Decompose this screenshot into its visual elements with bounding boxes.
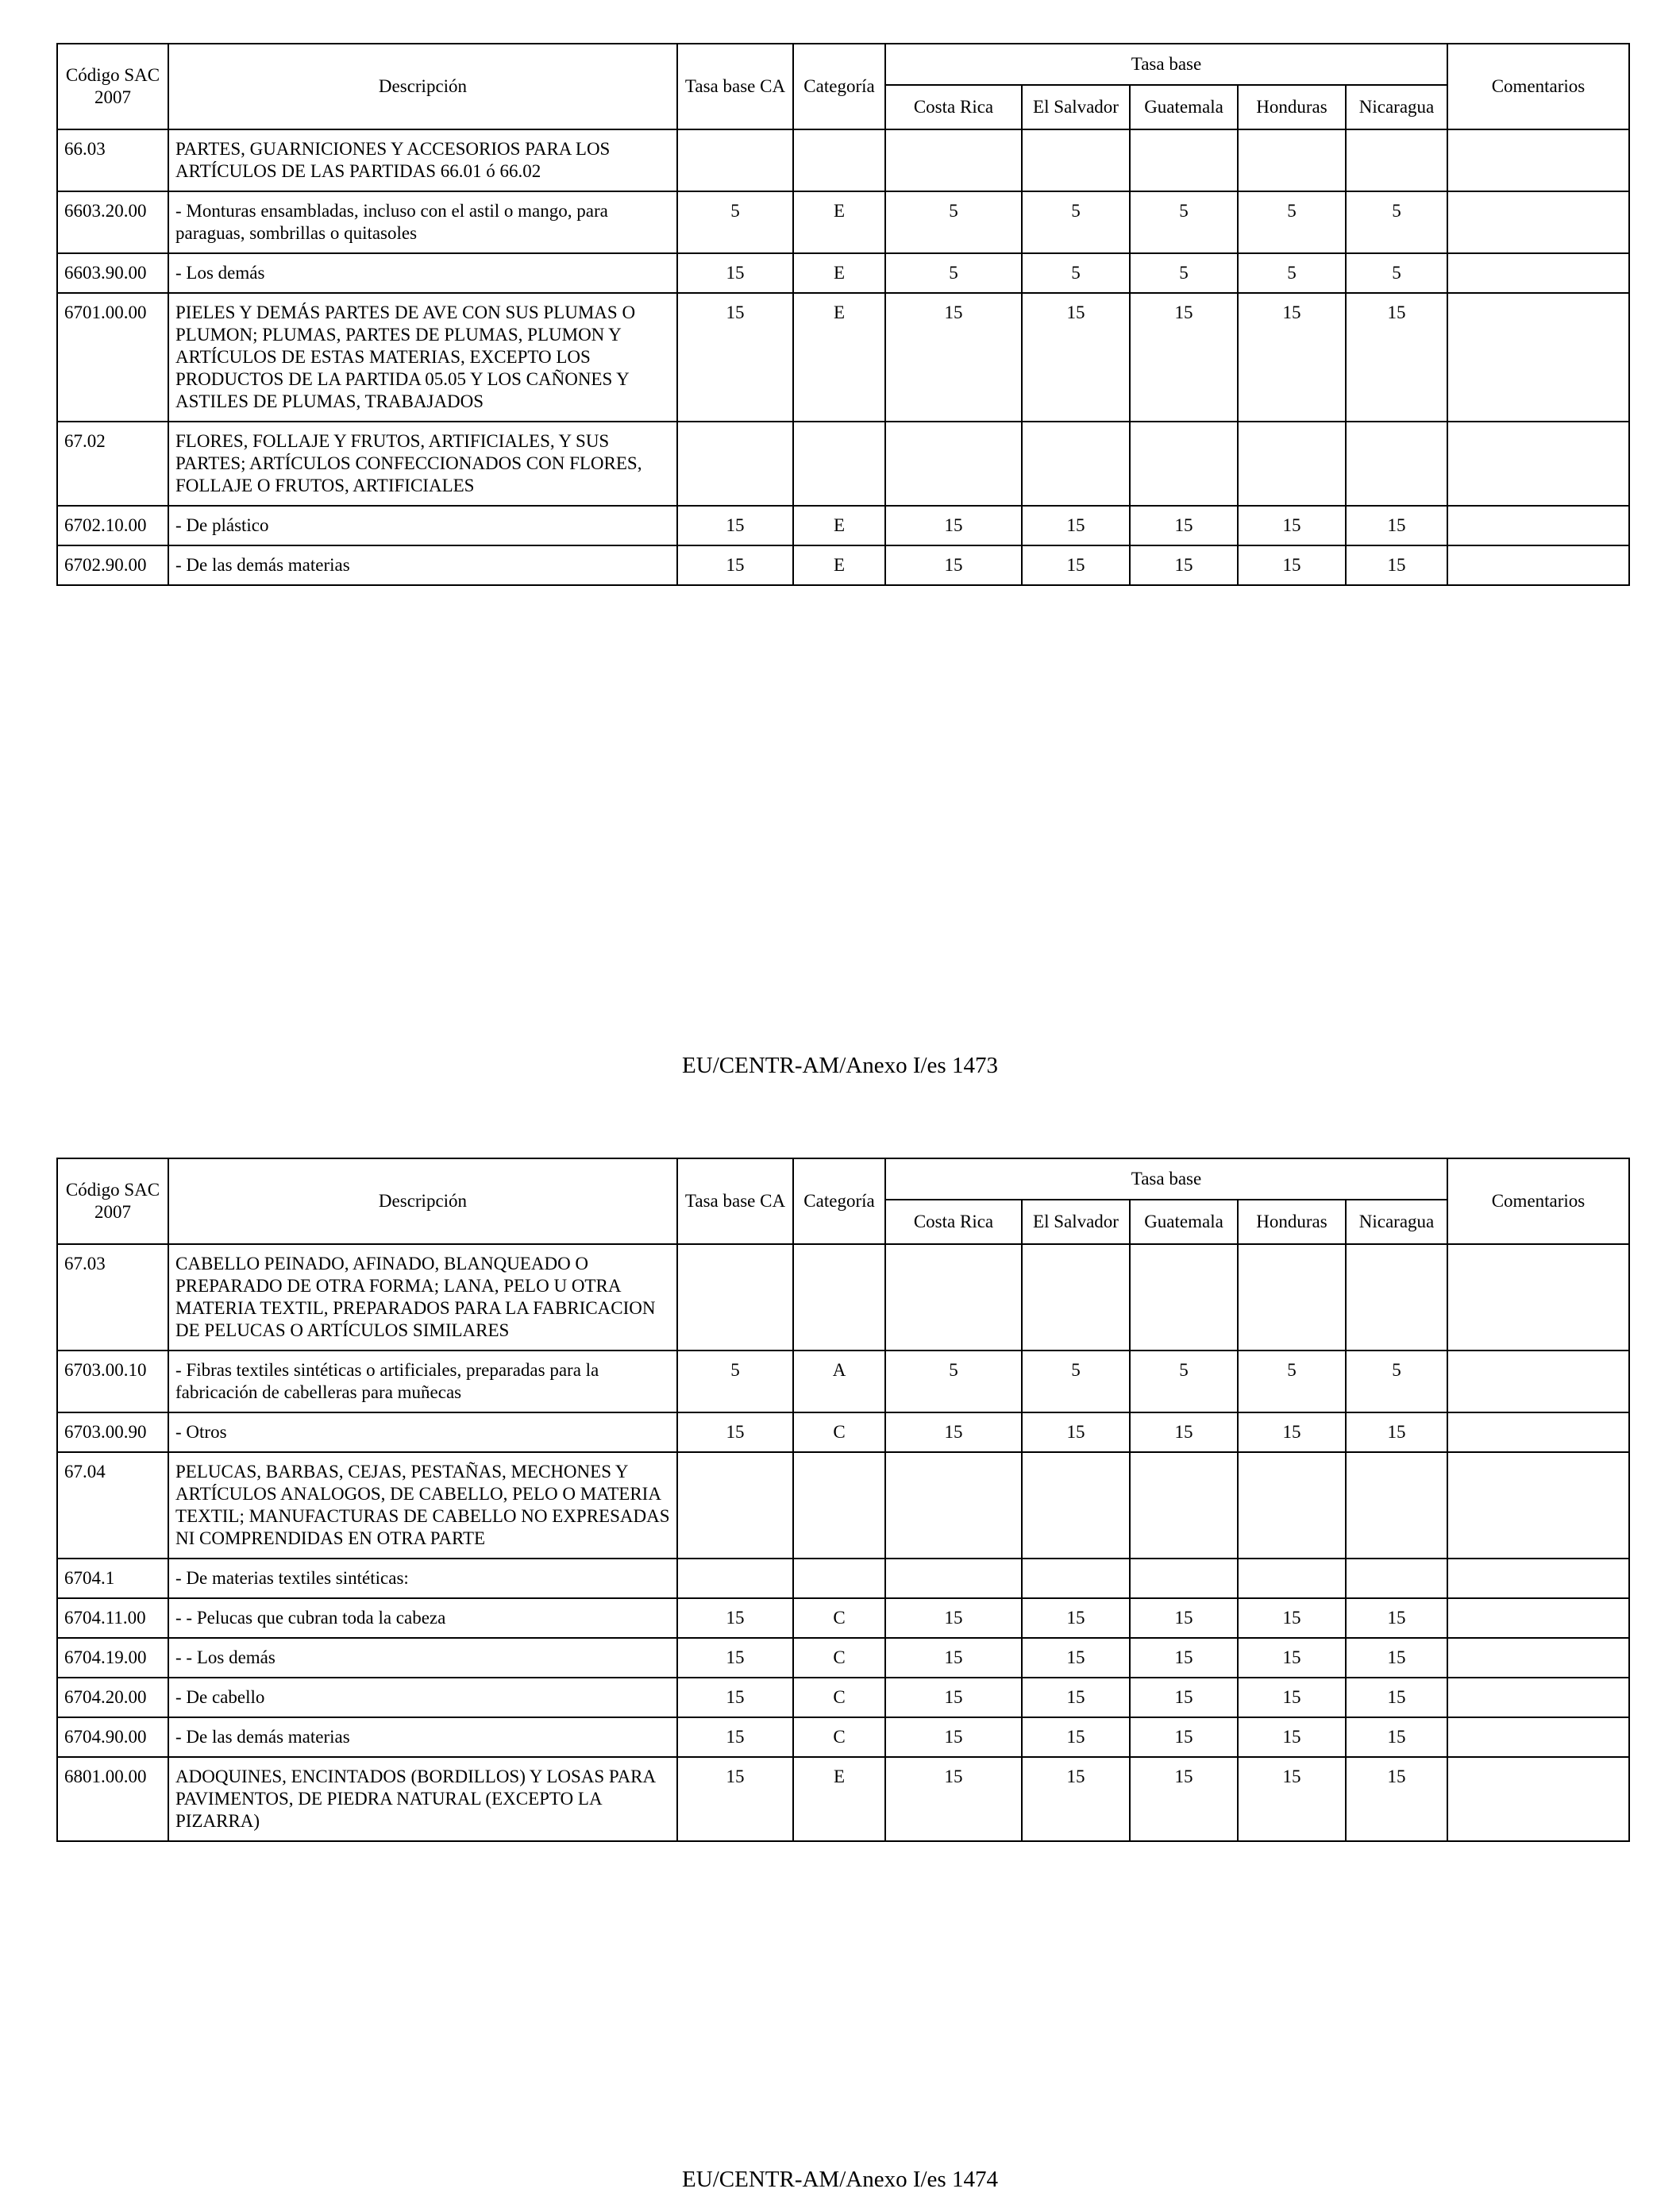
cell-honduras: 5 bbox=[1238, 191, 1346, 253]
header-el-salvador: El Salvador bbox=[1022, 85, 1130, 129]
table-row bbox=[57, 1678, 1629, 1717]
cell-comentarios bbox=[1447, 506, 1629, 545]
cell-tasa-base-ca: 15 bbox=[677, 545, 793, 585]
cell-descripcion: - De las demás materias bbox=[168, 545, 677, 585]
cell-comentarios bbox=[1447, 191, 1629, 253]
cell-guatemala bbox=[1130, 129, 1238, 191]
cell-comentarios bbox=[1447, 1559, 1629, 1598]
cell-guatemala bbox=[1130, 1244, 1238, 1351]
header-guatemala: Guatemala bbox=[1130, 1200, 1238, 1244]
cell-comentarios bbox=[1447, 1412, 1629, 1452]
cell-guatemala: 15 bbox=[1130, 545, 1238, 585]
cell-costa-rica bbox=[885, 129, 1022, 191]
cell-honduras: 15 bbox=[1238, 1678, 1346, 1717]
header-el-salvador: El Salvador bbox=[1022, 1200, 1130, 1244]
cell-guatemala: 15 bbox=[1130, 1757, 1238, 1841]
cell-comentarios bbox=[1447, 545, 1629, 585]
cell-tasa-base-ca: 15 bbox=[677, 1412, 793, 1452]
cell-guatemala: 15 bbox=[1130, 1412, 1238, 1452]
cell-comentarios bbox=[1447, 1638, 1629, 1678]
cell-categoria bbox=[793, 1452, 885, 1559]
cell-el-salvador bbox=[1022, 1452, 1130, 1559]
cell-honduras bbox=[1238, 129, 1346, 191]
table-row bbox=[57, 1412, 1629, 1452]
cell-categoria: A bbox=[793, 1351, 885, 1412]
page-footer: EU/CENTR-AM/Anexo I/es 1474 bbox=[682, 2167, 998, 2192]
cell-codigo: 6603.90.00 bbox=[57, 253, 168, 293]
cell-comentarios bbox=[1447, 1244, 1629, 1351]
cell-nicaragua: 15 bbox=[1346, 293, 1447, 422]
cell-codigo: 6603.20.00 bbox=[57, 191, 168, 253]
tariff-table bbox=[56, 43, 1630, 586]
cell-costa-rica bbox=[885, 1244, 1022, 1351]
cell-codigo: 6704.11.00 bbox=[57, 1598, 168, 1638]
cell-honduras: 15 bbox=[1238, 293, 1346, 422]
cell-guatemala bbox=[1130, 422, 1238, 506]
cell-codigo: 6704.20.00 bbox=[57, 1678, 168, 1717]
cell-el-salvador: 15 bbox=[1022, 1717, 1130, 1757]
cell-guatemala: 15 bbox=[1130, 1717, 1238, 1757]
cell-guatemala: 5 bbox=[1130, 253, 1238, 293]
cell-tasa-base-ca: 15 bbox=[677, 293, 793, 422]
cell-comentarios bbox=[1447, 1598, 1629, 1638]
cell-costa-rica: 5 bbox=[885, 191, 1022, 253]
header-descripcion: Descripción bbox=[168, 44, 677, 129]
cell-nicaragua: 15 bbox=[1346, 545, 1447, 585]
cell-comentarios bbox=[1447, 422, 1629, 506]
cell-nicaragua: 15 bbox=[1346, 1678, 1447, 1717]
header-costa-rica: Costa Rica bbox=[885, 1200, 1022, 1244]
cell-costa-rica bbox=[885, 422, 1022, 506]
table-row bbox=[57, 1598, 1629, 1638]
table-row bbox=[57, 1244, 1629, 1351]
tariff-table bbox=[56, 1158, 1630, 1842]
cell-el-salvador: 15 bbox=[1022, 1678, 1130, 1717]
cell-categoria bbox=[793, 129, 885, 191]
cell-nicaragua: 5 bbox=[1346, 1351, 1447, 1412]
cell-codigo: 6702.90.00 bbox=[57, 545, 168, 585]
cell-descripcion: - De plástico bbox=[168, 506, 677, 545]
cell-el-salvador: 15 bbox=[1022, 1598, 1130, 1638]
cell-descripcion: - - Los demás bbox=[168, 1638, 677, 1678]
cell-categoria bbox=[793, 422, 885, 506]
table-row bbox=[57, 1638, 1629, 1678]
cell-el-salvador: 15 bbox=[1022, 506, 1130, 545]
cell-nicaragua: 15 bbox=[1346, 506, 1447, 545]
cell-categoria bbox=[793, 1559, 885, 1598]
cell-categoria: C bbox=[793, 1717, 885, 1757]
cell-nicaragua bbox=[1346, 422, 1447, 506]
cell-honduras: 15 bbox=[1238, 1638, 1346, 1678]
cell-comentarios bbox=[1447, 1717, 1629, 1757]
cell-codigo: 6801.00.00 bbox=[57, 1757, 168, 1841]
cell-categoria: E bbox=[793, 293, 885, 422]
header-honduras: Honduras bbox=[1238, 85, 1346, 129]
table-row bbox=[57, 293, 1629, 422]
cell-costa-rica: 15 bbox=[885, 1678, 1022, 1717]
header-tasa-base: Tasa base bbox=[885, 44, 1447, 85]
cell-codigo: 67.04 bbox=[57, 1452, 168, 1559]
cell-honduras bbox=[1238, 1244, 1346, 1351]
cell-costa-rica: 15 bbox=[885, 506, 1022, 545]
cell-guatemala: 5 bbox=[1130, 1351, 1238, 1412]
cell-el-salvador: 15 bbox=[1022, 293, 1130, 422]
cell-descripcion: - De cabello bbox=[168, 1678, 677, 1717]
table-row bbox=[57, 191, 1629, 253]
cell-guatemala: 15 bbox=[1130, 1678, 1238, 1717]
cell-tasa-base-ca bbox=[677, 1559, 793, 1598]
cell-tasa-base-ca: 15 bbox=[677, 1638, 793, 1678]
cell-guatemala: 15 bbox=[1130, 1598, 1238, 1638]
header-categoria: Categoría bbox=[793, 44, 885, 129]
cell-nicaragua: 5 bbox=[1346, 253, 1447, 293]
cell-descripcion: - Monturas ensambladas, incluso con el astil o mango, para paraguas, sombrillas o quitasoles bbox=[168, 191, 677, 253]
header-nicaragua: Nicaragua bbox=[1346, 85, 1447, 129]
cell-codigo: 6704.19.00 bbox=[57, 1638, 168, 1678]
cell-costa-rica bbox=[885, 1452, 1022, 1559]
header-costa-rica: Costa Rica bbox=[885, 85, 1022, 129]
cell-tasa-base-ca: 5 bbox=[677, 191, 793, 253]
cell-categoria: E bbox=[793, 545, 885, 585]
cell-tasa-base-ca bbox=[677, 1244, 793, 1351]
cell-comentarios bbox=[1447, 1757, 1629, 1841]
cell-comentarios bbox=[1447, 1678, 1629, 1717]
header-comentarios: Comentarios bbox=[1447, 44, 1629, 129]
cell-el-salvador: 15 bbox=[1022, 1412, 1130, 1452]
cell-categoria bbox=[793, 1244, 885, 1351]
cell-costa-rica: 15 bbox=[885, 1717, 1022, 1757]
cell-descripcion: PELUCAS, BARBAS, CEJAS, PESTAÑAS, MECHONES Y ARTÍCULOS ANALOGOS, DE CABELLO, PELO O MATERIA TEXTIL; MANUFACTURAS DE CABELLO NO EXPRESADAS NI COMPRENDIDAS EN OTRA PARTE bbox=[168, 1452, 677, 1559]
table-row bbox=[57, 545, 1629, 585]
header-tasa-base-ca: Tasa base CA bbox=[677, 1158, 793, 1244]
cell-costa-rica: 5 bbox=[885, 253, 1022, 293]
cell-descripcion: ADOQUINES, ENCINTADOS (BORDILLOS) Y LOSAS PARA PAVIMENTOS, DE PIEDRA NATURAL (EXCEPTO LA PIZARRA) bbox=[168, 1757, 677, 1841]
cell-codigo: 6704.90.00 bbox=[57, 1717, 168, 1757]
header-nicaragua: Nicaragua bbox=[1346, 1200, 1447, 1244]
cell-descripcion: - Los demás bbox=[168, 253, 677, 293]
cell-guatemala: 15 bbox=[1130, 293, 1238, 422]
cell-honduras: 15 bbox=[1238, 1757, 1346, 1841]
cell-honduras: 5 bbox=[1238, 253, 1346, 293]
cell-codigo: 6702.10.00 bbox=[57, 506, 168, 545]
cell-el-salvador bbox=[1022, 422, 1130, 506]
cell-comentarios bbox=[1447, 293, 1629, 422]
cell-comentarios bbox=[1447, 1351, 1629, 1412]
cell-el-salvador: 15 bbox=[1022, 545, 1130, 585]
cell-tasa-base-ca bbox=[677, 422, 793, 506]
cell-categoria: C bbox=[793, 1412, 885, 1452]
cell-el-salvador bbox=[1022, 1244, 1130, 1351]
cell-guatemala bbox=[1130, 1452, 1238, 1559]
cell-tasa-base-ca: 15 bbox=[677, 1717, 793, 1757]
table-row bbox=[57, 1757, 1629, 1841]
cell-descripcion: - - Pelucas que cubran toda la cabeza bbox=[168, 1598, 677, 1638]
cell-categoria: E bbox=[793, 506, 885, 545]
cell-tasa-base-ca bbox=[677, 1452, 793, 1559]
cell-tasa-base-ca: 15 bbox=[677, 253, 793, 293]
cell-costa-rica bbox=[885, 1559, 1022, 1598]
cell-honduras: 15 bbox=[1238, 1412, 1346, 1452]
cell-categoria: C bbox=[793, 1598, 885, 1638]
cell-nicaragua: 15 bbox=[1346, 1638, 1447, 1678]
cell-el-salvador: 15 bbox=[1022, 1638, 1130, 1678]
cell-el-salvador: 15 bbox=[1022, 1757, 1130, 1841]
cell-guatemala: 15 bbox=[1130, 506, 1238, 545]
cell-el-salvador: 5 bbox=[1022, 1351, 1130, 1412]
header-categoria: Categoría bbox=[793, 1158, 885, 1244]
cell-categoria: C bbox=[793, 1638, 885, 1678]
cell-costa-rica: 15 bbox=[885, 1598, 1022, 1638]
header-descripcion: Descripción bbox=[168, 1158, 677, 1244]
cell-honduras: 15 bbox=[1238, 1717, 1346, 1757]
table-row bbox=[57, 1452, 1629, 1559]
header-tasa-base: Tasa base bbox=[885, 1158, 1447, 1200]
cell-codigo: 66.03 bbox=[57, 129, 168, 191]
header-codigo: Código SAC 2007 bbox=[57, 44, 168, 129]
header-guatemala: Guatemala bbox=[1130, 85, 1238, 129]
cell-comentarios bbox=[1447, 253, 1629, 293]
cell-tasa-base-ca: 15 bbox=[677, 1678, 793, 1717]
cell-honduras: 15 bbox=[1238, 506, 1346, 545]
cell-codigo: 67.03 bbox=[57, 1244, 168, 1351]
cell-descripcion: - De materias textiles sintéticas: bbox=[168, 1559, 677, 1598]
header-honduras: Honduras bbox=[1238, 1200, 1346, 1244]
table-row bbox=[57, 422, 1629, 506]
cell-nicaragua: 15 bbox=[1346, 1717, 1447, 1757]
cell-el-salvador bbox=[1022, 1559, 1130, 1598]
cell-categoria: E bbox=[793, 191, 885, 253]
cell-honduras bbox=[1238, 422, 1346, 506]
header-codigo: Código SAC 2007 bbox=[57, 1158, 168, 1244]
cell-descripcion: - Otros bbox=[168, 1412, 677, 1452]
cell-honduras: 15 bbox=[1238, 545, 1346, 585]
cell-honduras bbox=[1238, 1452, 1346, 1559]
header-tasa-base-ca: Tasa base CA bbox=[677, 44, 793, 129]
cell-tasa-base-ca: 15 bbox=[677, 506, 793, 545]
cell-guatemala bbox=[1130, 1559, 1238, 1598]
cell-tasa-base-ca: 15 bbox=[677, 1757, 793, 1841]
cell-honduras bbox=[1238, 1559, 1346, 1598]
cell-el-salvador: 5 bbox=[1022, 253, 1130, 293]
header-comentarios: Comentarios bbox=[1447, 1158, 1629, 1244]
cell-codigo: 6701.00.00 bbox=[57, 293, 168, 422]
table-row bbox=[57, 506, 1629, 545]
cell-codigo: 6703.00.10 bbox=[57, 1351, 168, 1412]
cell-tasa-base-ca: 5 bbox=[677, 1351, 793, 1412]
cell-costa-rica: 5 bbox=[885, 1351, 1022, 1412]
table-row bbox=[57, 1351, 1629, 1412]
page-footer: EU/CENTR-AM/Anexo I/es 1473 bbox=[682, 1053, 998, 1078]
cell-guatemala: 5 bbox=[1130, 191, 1238, 253]
table-row bbox=[57, 129, 1629, 191]
cell-descripcion: PARTES, GUARNICIONES Y ACCESORIOS PARA LOS ARTÍCULOS DE LAS PARTIDAS 66.01 ó 66.02 bbox=[168, 129, 677, 191]
table-row bbox=[57, 253, 1629, 293]
cell-el-salvador: 5 bbox=[1022, 191, 1130, 253]
cell-descripcion: PIELES Y DEMÁS PARTES DE AVE CON SUS PLUMAS O PLUMON; PLUMAS, PARTES DE PLUMAS, PLUMON Y ARTÍCULOS DE ESTAS MATERIAS, EXCEPTO LOS PRODUCTOS DE LA PARTIDA 05.05 Y LOS CAÑONES Y ASTILES DE PLUMAS, TRABAJADOS bbox=[168, 293, 677, 422]
cell-nicaragua bbox=[1346, 1452, 1447, 1559]
cell-costa-rica: 15 bbox=[885, 1412, 1022, 1452]
cell-honduras: 15 bbox=[1238, 1598, 1346, 1638]
cell-nicaragua bbox=[1346, 1244, 1447, 1351]
cell-categoria: C bbox=[793, 1678, 885, 1717]
cell-descripcion: - Fibras textiles sintéticas o artificiales, preparadas para la fabricación de cabelleras para muñecas bbox=[168, 1351, 677, 1412]
cell-codigo: 6703.00.90 bbox=[57, 1412, 168, 1452]
cell-costa-rica: 15 bbox=[885, 293, 1022, 422]
cell-el-salvador bbox=[1022, 129, 1130, 191]
cell-codigo: 67.02 bbox=[57, 422, 168, 506]
cell-nicaragua: 5 bbox=[1346, 191, 1447, 253]
cell-nicaragua: 15 bbox=[1346, 1757, 1447, 1841]
cell-nicaragua: 15 bbox=[1346, 1598, 1447, 1638]
table-row bbox=[57, 1559, 1629, 1598]
cell-costa-rica: 15 bbox=[885, 1638, 1022, 1678]
cell-nicaragua bbox=[1346, 1559, 1447, 1598]
cell-nicaragua bbox=[1346, 129, 1447, 191]
cell-comentarios bbox=[1447, 1452, 1629, 1559]
cell-nicaragua: 15 bbox=[1346, 1412, 1447, 1452]
table-row bbox=[57, 1717, 1629, 1757]
cell-descripcion: CABELLO PEINADO, AFINADO, BLANQUEADO O PREPARADO DE OTRA FORMA; LANA, PELO U OTRA MATERIA TEXTIL, PREPARADOS PARA LA FABRICACION DE PELUCAS O ARTÍCULOS SIMILARES bbox=[168, 1244, 677, 1351]
cell-descripcion: FLORES, FOLLAJE Y FRUTOS, ARTIFICIALES, Y SUS PARTES; ARTÍCULOS CONFECCIONADOS CON FLORES, FOLLAJE O FRUTOS, ARTIFICIALES bbox=[168, 422, 677, 506]
cell-tasa-base-ca: 15 bbox=[677, 1598, 793, 1638]
cell-costa-rica: 15 bbox=[885, 1757, 1022, 1841]
cell-descripcion: - De las demás materias bbox=[168, 1717, 677, 1757]
cell-codigo: 6704.1 bbox=[57, 1559, 168, 1598]
cell-categoria: E bbox=[793, 1757, 885, 1841]
cell-categoria: E bbox=[793, 253, 885, 293]
cell-tasa-base-ca bbox=[677, 129, 793, 191]
cell-comentarios bbox=[1447, 129, 1629, 191]
cell-costa-rica: 15 bbox=[885, 545, 1022, 585]
cell-honduras: 5 bbox=[1238, 1351, 1346, 1412]
cell-guatemala: 15 bbox=[1130, 1638, 1238, 1678]
